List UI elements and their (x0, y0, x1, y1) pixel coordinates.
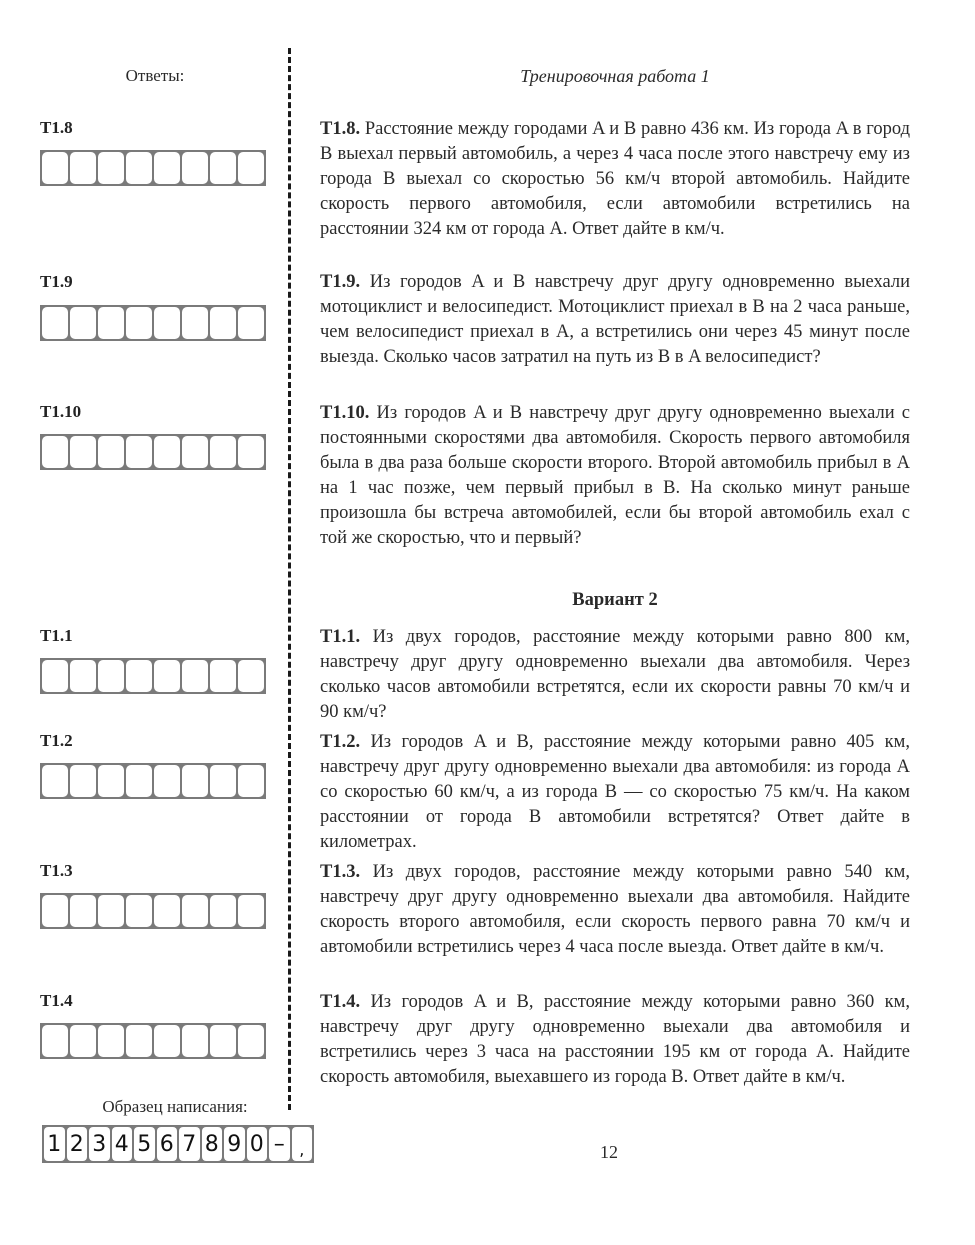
task-number: T1.4. (320, 992, 361, 1012)
sample-char: – (269, 1127, 290, 1161)
answer-cell[interactable] (238, 895, 264, 927)
answer-cell[interactable] (70, 152, 96, 184)
answer-cell[interactable] (126, 895, 152, 927)
answer-cell[interactable] (210, 765, 236, 797)
answer-cell[interactable] (238, 765, 264, 797)
task-number: T1.3. (320, 862, 361, 882)
answer-cell[interactable] (154, 307, 180, 339)
answer-cell[interactable] (210, 307, 236, 339)
task-text: Из двух городов, расстояние между которыми равно 540 км, навстречу друг другу одновременно выехали два автомобиля. Найдите скорость второго автомобиля, если скорость первого равна 70 км/ч и автомобили встретились через 4 часа после выезда. Ответ дайте в км/ч. (320, 862, 910, 957)
task-text: Из городов A и B, расстояние между которыми равно 360 км, навстречу друг другу одновременно выехали два автомобиля и встретились через 3 часа на расстоянии 195 км от города A. Найдите скорость автомобиля, выехавшего из города B. Ответ дайте в км/ч. (320, 992, 910, 1087)
answer-cell[interactable] (210, 895, 236, 927)
task-number: T1.9. (320, 272, 361, 292)
answers-header: Ответы: (125, 66, 185, 85)
task-text: Из городов A и B навстречу друг другу одновременно выехали мотоциклист и велосипедист. Мотоциклист приехал в B на 2 часа раньше, чем велосипедист приехал в A, а встретились они через 45 минут после выезда. Сколько часов затратил на путь из B в A велосипедист? (320, 272, 910, 367)
answer-cell[interactable] (42, 152, 68, 184)
answer-cell[interactable] (42, 307, 68, 339)
task-t1-8 (320, 117, 910, 242)
answer-cell[interactable] (210, 436, 236, 468)
sample-writing-box (42, 1125, 314, 1163)
answer-cell[interactable] (42, 765, 68, 797)
answer-cell[interactable] (182, 660, 208, 692)
answer-cell[interactable] (238, 307, 264, 339)
answer-cell[interactable] (126, 152, 152, 184)
task-text: Расстояние между городами A и B равно 436 км. Из города A в город B выехал первый автомобиль, а через 4 часа после этого навстречу ему из города B выехал со скоростью 56 км/ч второй автомобиль. Найдите скорость первого автомобиля, если автомобили встретились на расстоянии 324 км от города A. Ответ дайте в км/ч. (320, 119, 910, 239)
answer-box-t1-1[interactable] (40, 658, 266, 694)
answer-cell[interactable] (126, 307, 152, 339)
sample-char: 4 (112, 1127, 133, 1161)
sample-char: 2 (67, 1127, 88, 1161)
answer-cell[interactable] (238, 660, 264, 692)
sample-char: 9 (224, 1127, 245, 1161)
sample-char: 0 (247, 1127, 268, 1161)
answer-cell[interactable] (210, 1025, 236, 1057)
task-number: T1.2. (320, 732, 361, 752)
answer-box-t1-8[interactable] (40, 150, 266, 186)
answer-cell[interactable] (70, 436, 96, 468)
answer-cell[interactable] (210, 660, 236, 692)
answer-cell[interactable] (42, 1025, 68, 1057)
work-title: Тренировочная работа 1 (520, 66, 710, 86)
answer-cell[interactable] (154, 895, 180, 927)
answer-label-t1-3: T1.3 (40, 861, 73, 880)
answer-cell[interactable] (70, 307, 96, 339)
answer-cell[interactable] (126, 765, 152, 797)
answer-cell[interactable] (42, 895, 68, 927)
sample-char: , (292, 1127, 313, 1161)
sample-char: 1 (44, 1127, 65, 1161)
answer-cell[interactable] (154, 765, 180, 797)
answer-cell[interactable] (98, 307, 124, 339)
answer-box-t1-9[interactable] (40, 305, 266, 341)
answer-cell[interactable] (42, 660, 68, 692)
answer-cell[interactable] (182, 895, 208, 927)
answer-box-t1-10[interactable] (40, 434, 266, 470)
answer-cell[interactable] (154, 436, 180, 468)
answer-box-t1-2[interactable] (40, 763, 266, 799)
answer-cell[interactable] (42, 436, 68, 468)
answer-cell[interactable] (182, 307, 208, 339)
answer-label-t1-1: T1.1 (40, 626, 73, 645)
sample-char: 5 (134, 1127, 155, 1161)
answer-label-t1-9: T1.9 (40, 272, 73, 291)
answer-cell[interactable] (126, 1025, 152, 1057)
task-t1-4 (320, 990, 910, 1090)
answer-cell[interactable] (182, 152, 208, 184)
answer-cell[interactable] (98, 895, 124, 927)
task-t1-2 (320, 730, 910, 855)
answer-cell[interactable] (98, 1025, 124, 1057)
answer-label-t1-4: T1.4 (40, 991, 73, 1010)
answer-cell[interactable] (154, 152, 180, 184)
task-t1-9 (320, 270, 910, 370)
answer-cell[interactable] (98, 436, 124, 468)
answer-label-t1-8: T1.8 (40, 118, 73, 137)
task-t1-10 (320, 401, 910, 551)
page-number: 12 (600, 1142, 618, 1162)
answer-cell[interactable] (154, 1025, 180, 1057)
task-text: Из городов A и B навстречу друг другу одновременно выехали с постоянными скоростями два автомобиля. Скорость первого автомобиля была в два раза больше скорости второго. Второй автомобиль прибыл в A на 1 час позже, чем первый прибыл в B. На сколько минут раньше произошла бы встреча автомобилей, если бы второй автомобиль ехал с той же скоростью, что и первый? (320, 403, 910, 548)
sample-char: 7 (179, 1127, 200, 1161)
answer-cell[interactable] (238, 436, 264, 468)
task-t1-1 (320, 625, 910, 725)
answer-cell[interactable] (154, 660, 180, 692)
answer-cell[interactable] (98, 765, 124, 797)
answer-cell[interactable] (98, 660, 124, 692)
answer-cell[interactable] (98, 152, 124, 184)
answer-label-t1-10: T1.10 (40, 402, 82, 421)
answer-box-t1-3[interactable] (40, 893, 266, 929)
answer-label-t1-2: T1.2 (40, 731, 73, 750)
answer-cell[interactable] (70, 895, 96, 927)
answer-box-t1-4[interactable] (40, 1023, 266, 1059)
cut-line-divider (288, 48, 291, 1110)
variant-heading: Вариант 2 (572, 590, 658, 610)
answer-cell[interactable] (182, 436, 208, 468)
answer-cell[interactable] (182, 765, 208, 797)
task-number: T1.1. (320, 627, 361, 647)
task-text: Из городов A и B, расстояние между которыми равно 405 км, навстречу друг другу одновременно выехали два автомобиля: из города A со скоростью 60 км/ч, а из города B — со скоростью 75 км/ч. На каком расстоянии от города B автомобили встретятся? Ответ дайте в километрах. (320, 732, 910, 852)
answer-cell[interactable] (182, 1025, 208, 1057)
answer-cell[interactable] (70, 765, 96, 797)
sample-char: 6 (157, 1127, 178, 1161)
answer-cell[interactable] (126, 660, 152, 692)
answer-cell[interactable] (238, 1025, 264, 1057)
answer-cell[interactable] (126, 436, 152, 468)
task-number: T1.10. (320, 403, 370, 423)
sample-char: 3 (89, 1127, 110, 1161)
answer-cell[interactable] (210, 152, 236, 184)
answer-cell[interactable] (70, 1025, 96, 1057)
answer-cell[interactable] (70, 660, 96, 692)
task-text: Из двух городов, расстояние между которыми равно 800 км, навстречу друг другу одновременно выехали два автомобиля. Через сколько часов автомобили встретятся, если их скорости равны 70 км/ч и 90 км/ч? (320, 627, 910, 722)
answer-cell[interactable] (238, 152, 264, 184)
sample-writing-label: Образец написания: (102, 1097, 248, 1116)
task-number: T1.8. (320, 119, 361, 139)
task-t1-3 (320, 860, 910, 960)
sample-char: 8 (202, 1127, 223, 1161)
